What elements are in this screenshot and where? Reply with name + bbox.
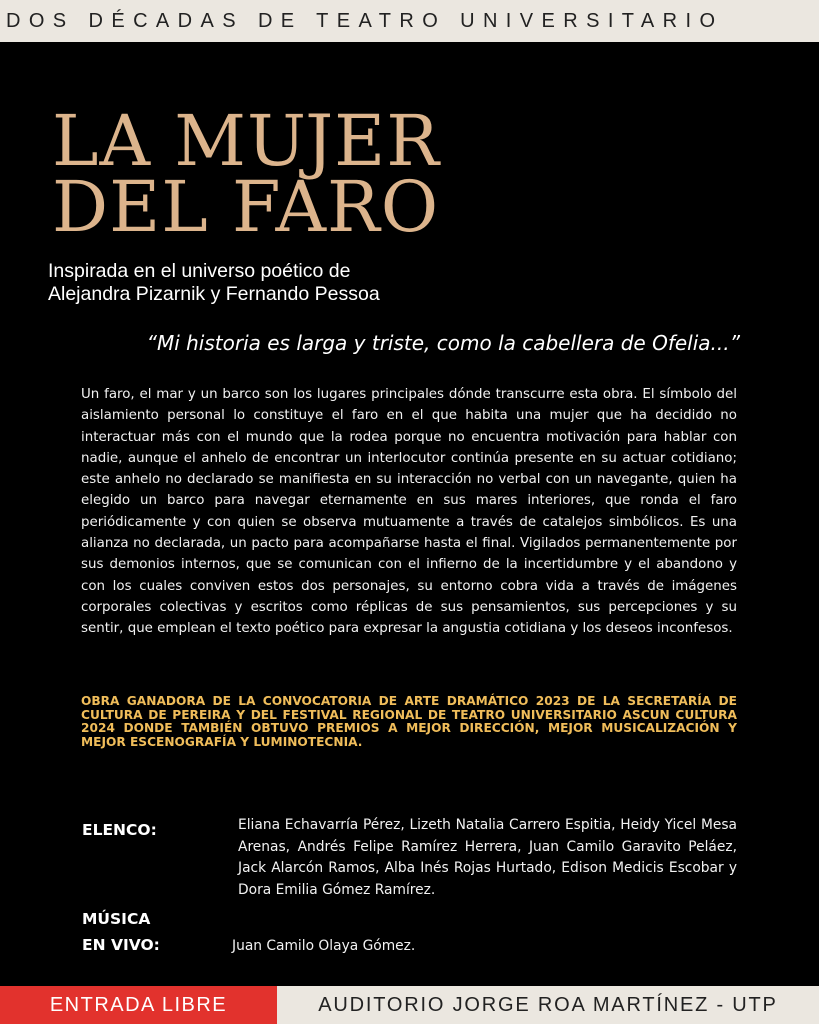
music-label <box>82 906 160 958</box>
top-banner-text: DOS DÉCADAS DE TEATRO UNIVERSITARIO <box>6 10 724 32</box>
venue-bar <box>277 986 819 1024</box>
synopsis-paragraph: Un faro, el mar y un barco son los lugares principales dónde transcurre esta obra. El símbolo del aislamiento personal lo constituye el faro en el que habita una mujer que ha decidido no interactuar más con el mundo que la rodea porque no encuentra motivación para hablar con nadie, aunque el anhelo de encontrar un interlocutor continúa presente en su actuar cotidiano; este anhelo no declarado se manifiesta en su interacción no verbal con un navegante, quien ha elegido un barco para navegar eternamente en sus mares interiores, que ronda el faro periódicamente y con quien se observa mutuamente a través de catalejos simbólicos. Es una alianza no declarada, un pacto para acompañarse hasta el final. Vigilados permanentemente por sus demonios internos, que se comunican con el infierno de la incertidumbre y el abandono y con los cuales conviven estos dos personajes, su entorno cobra vida a través de imágenes corporales colectivas y escritos como réplicas de sus pensamientos, sus percepciones y su sentir, que emplean el texto poético para expresar la angustia cotidiana y los deseos inconfesos. <box>81 387 737 637</box>
play-title-line-2: DEL FARO <box>52 166 440 248</box>
music-names: Juan Camilo Olaya Gómez. <box>232 938 416 954</box>
quote: “Mi historia es larga y triste, como la cabellera de Ofelia...” <box>146 331 740 355</box>
play-title <box>52 100 472 248</box>
cast-names: Eliana Echavarría Pérez, Lizeth Natalia Carrero Espitia, Heidy Yicel Mesa Arenas, Andrés Felipe Ramírez Herrera, Juan Camilo Garavito Peláez, Jack Alarcón Ramos, Alba Inés Rojas Hurtado, Edison Medicis Escobar y Dora Emilia Gómez Ramírez. <box>238 817 737 898</box>
play-title-line-1: LA MUJER <box>52 100 440 182</box>
cast-label: ELENCO: <box>82 821 157 839</box>
inspiration-subtitle <box>48 260 468 306</box>
top-banner <box>0 0 819 42</box>
venue-text: AUDITORIO JORGE ROA MARTÍNEZ - UTP <box>318 993 778 1016</box>
free-entry-badge <box>0 986 277 1024</box>
free-entry-text: ENTRADA LIBRE <box>49 993 228 1016</box>
award-notice: OBRA GANADORA DE LA CONVOCATORIA DE ARTE DRAMÁTICO 2023 DE LA SECRETARÍA DE CULTURA DE PEREIRA Y DEL FESTIVAL REGIONAL DE TEATRO UNIVERSITARIO ASCUN CULTURA 2024 DONDE TAMBIÉN OBTUVO PREMIOS A MEJOR DIRECCIÓN, MEJOR MUSICALIZACIÓN Y MEJOR ESCENOGRAFÍA Y LUMINOTECNIA. <box>81 694 737 749</box>
music-label-line-1: MÚSICA <box>82 910 151 928</box>
subtitle-line-1: Inspirada en el universo poético de <box>48 260 351 282</box>
subtitle-line-2: Alejandra Pizarnik y Fernando Pessoa <box>48 283 380 305</box>
music-label-line-2: EN VIVO: <box>82 936 160 954</box>
